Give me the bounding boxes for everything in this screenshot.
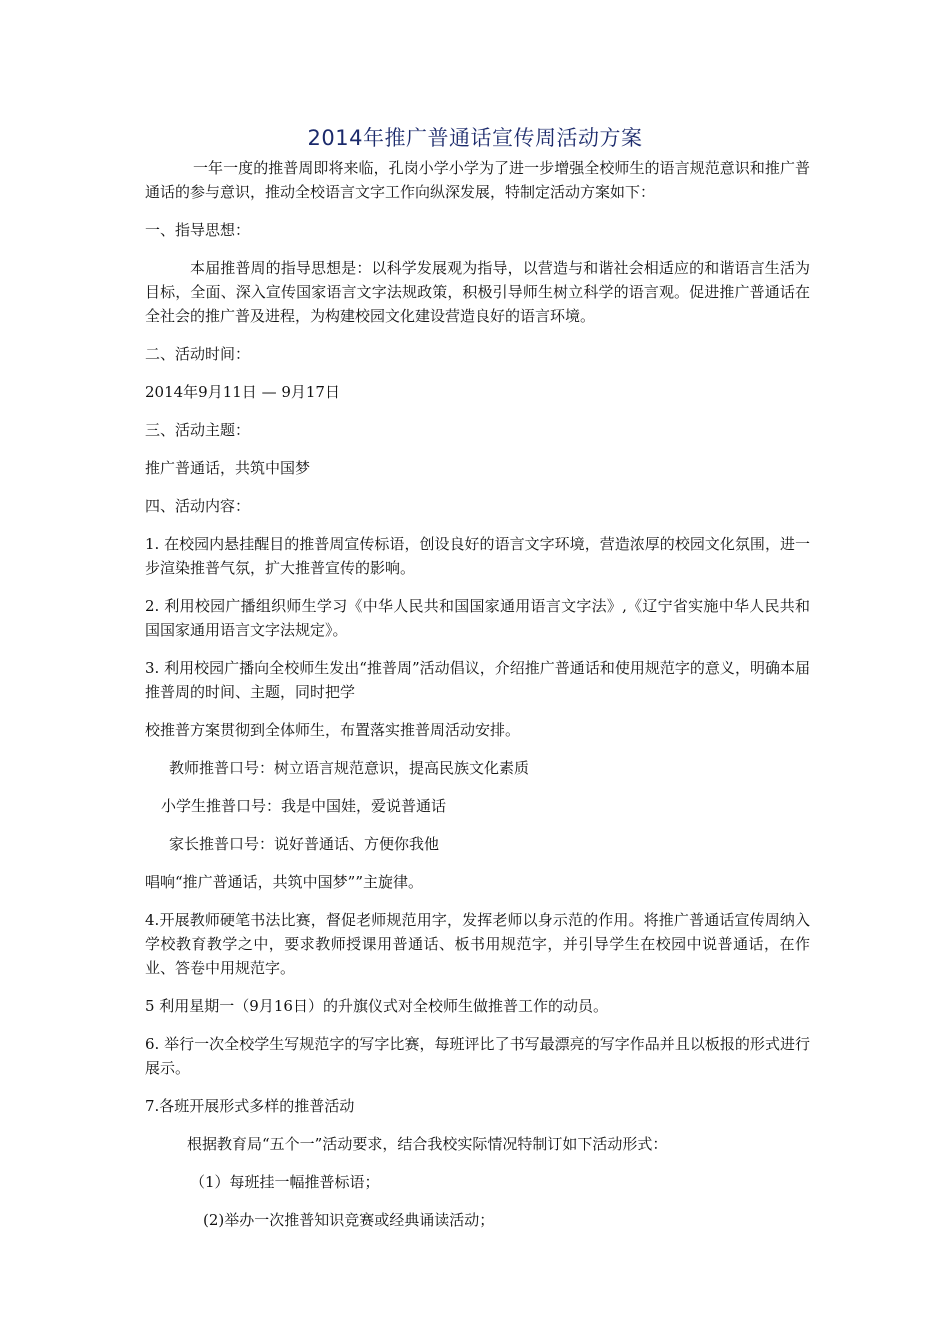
list-item-7-b: (2)举办一次推普知识竞赛或经典诵读活动；	[203, 1211, 495, 1229]
list-item-7-description: 根据教育局“五个一”活动要求，结合我校实际情况特制订如下活动形式：	[187, 1135, 668, 1153]
section-3-heading: 三、活动主题：	[145, 421, 251, 439]
list-item-3: 3. 利用校园广播向全校师生发出“推普周”活动倡议，介绍推广普通话和使用规范字的意义，明确本届推普周的时间、主题，同时把学	[145, 659, 810, 701]
section-2-body: 2014年9月11日 — 9月17日	[145, 383, 340, 401]
section-2-heading: 二、活动时间：	[145, 345, 251, 363]
slogan-parent: 家长推普口号：说好普通话、方便你我他	[169, 835, 440, 853]
list-item-1: 1. 在校园内悬挂醒目的推普周宣传标语，创设良好的语言文字环境，营造浓厚的校园文化氛围，进一步渲染推普气氛，扩大推普宣传的影响。	[145, 535, 810, 577]
list-item-2: 2. 利用校园广播组织师生学习《中华人民共和国国家通用语言文字法》,《辽宁省实施中华人民共和国国家通用语言文字法规定》。	[145, 597, 810, 639]
list-item-7: 7.各班开展形式多样的推普活动	[145, 1097, 355, 1115]
list-item-4: 4.开展教师硬笔书法比赛，督促老师规范用字，发挥老师以身示范的作用。将推广普通话宣传周纳入学校教育教学之中，要求教师授课用普通话、板书用规范字，并引导学生在校园中说普通话，在作业、答卷中用规范字。	[145, 911, 810, 977]
document-title: 2014年推广普通话宣传周活动方案	[307, 126, 643, 150]
document-body	[145, 156, 810, 1232]
section-1-body: 本届推普周的指导思想是：以科学发展观为指导，以营造与和谐社会相适应的和谐语言生活为目标，全面、深入宣传国家语言文字法规政策，积极引导师生树立科学的语言观。促进推广普通话在全社会的推广普及进程，为构建校园文化建设营造良好的语言环境。	[145, 259, 810, 325]
anthem-line: 唱响“推广普通话，共筑中国梦””主旋律。	[145, 873, 424, 891]
list-item-3-continued: 校推普方案贯彻到全体师生，布置落实推普周活动安排。	[145, 721, 521, 739]
list-item-5: 5 利用星期一（9月16日）的升旗仪式对全校师生做推普工作的动员。	[145, 997, 608, 1015]
section-3-body: 推广普通话，共筑中国梦	[145, 459, 311, 477]
intro-paragraph: 一年一度的推普周即将来临，孔岗小学小学为了进一步增强全校师生的语言规范意识和推广普通话的参与意识，推动全校语言文字工作向纵深发展，特制定活动方案如下：	[145, 159, 810, 201]
slogan-student: 小学生推普口号：我是中国娃，爱说普通话	[161, 797, 447, 815]
section-4-heading: 四、活动内容：	[145, 497, 251, 515]
list-item-6: 6. 举行一次全校学生写规范字的写字比赛，每班评比了书写最漂亮的写字作品并且以板报的形式进行展示。	[145, 1035, 810, 1077]
list-item-7-a: （1）每班挂一幅推普标语；	[190, 1173, 380, 1191]
slogan-teacher: 教师推普口号：树立语言规范意识，提高民族文化素质	[169, 759, 530, 777]
section-1-heading: 一、指导思想：	[145, 221, 251, 239]
